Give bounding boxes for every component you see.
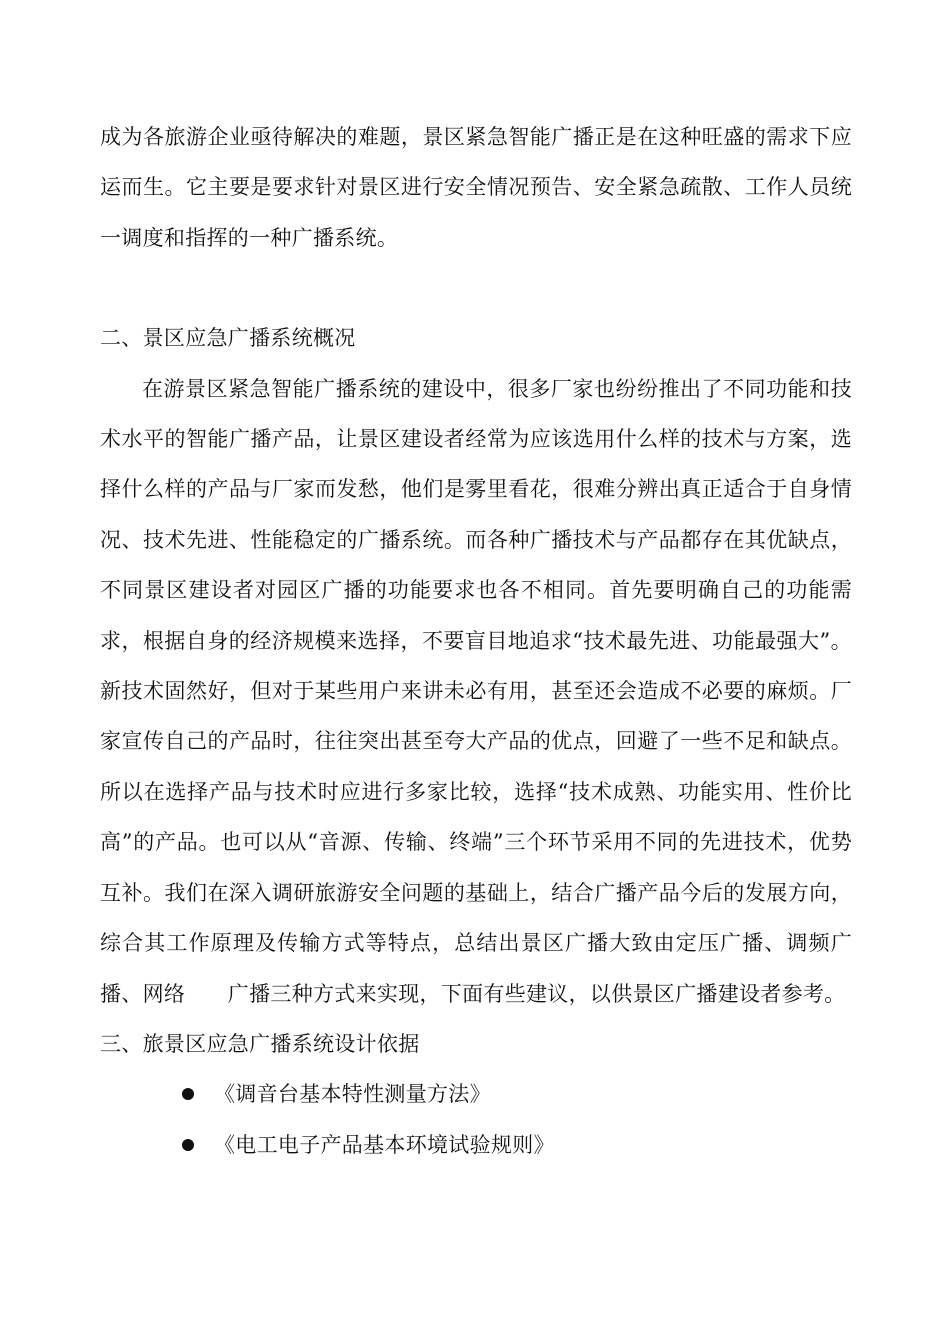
list-item (100, 1069, 852, 1119)
bullet-dot-icon (182, 1139, 194, 1151)
list-item-text: 《调音台基本特性测量方法》 (214, 1082, 491, 1107)
section-3-heading: 三、旅景区应急广播系统设计依据 (100, 1031, 420, 1056)
document-page (100, 112, 852, 1170)
list-item-text: 《电工电子产品基本环境试验规则》 (214, 1132, 555, 1157)
intro-paragraph: 成为各旅游企业亟待解决的难题，景区紧急智能广播正是在这种旺盛的需求下应运而生。它主要是要求针对景区进行安全情况预告、安全紧急疏散、工作人员统一调度和指挥的一种广播系统。 (100, 125, 852, 250)
paragraph-spacer (100, 263, 852, 313)
section-2-heading: 二、景区应急广播系统概况 (100, 326, 356, 351)
bullet-dot-icon (182, 1088, 194, 1100)
standards-list (100, 1069, 852, 1170)
list-item (100, 1120, 852, 1170)
section-2-paragraph: 在游景区紧急智能广播系统的建设中，很多厂家也纷纷推出了不同功能和技术水平的智能广播产品，让景区建设者经常为应该选用什么样的技术与方案，选择什么样的产品与厂家而发愁，他们是雾里看花，很难分辨出真正适合于自身情况、技术先进、性能稳定的广播系统。而各种广播技术与产品都存在其优缺点，不同景区建设者对园区广播的功能要求也各不相同。首先要明确自己的功能需求，根据自身的经济规模来选择，不要盲目地追求“技术最先进、功能最强大”。新技术固然好，但对于某些用户来讲未必有用，甚至还会造成不必要的麻烦。厂家宣传自己的产品时，往往突出甚至夸大产品的优点，回避了一些不足和缺点。所以在选择产品与技术时应进行多家比较，选择“技术成熟、功能实用、性价比高”的产品。也可以从“音源、传输、终端”三个环节采用不同的先进技术，优势互补。我们在深入调研旅游安全问题的基础上，结合广播产品今后的发展方向，综合其工作原理及传输方式等特点，总结出景区广播大致由定压广播、调频广播、网络 广播三种方式来实现，下面有些建议，以供景区广播建设者参考。 (100, 376, 852, 1006)
